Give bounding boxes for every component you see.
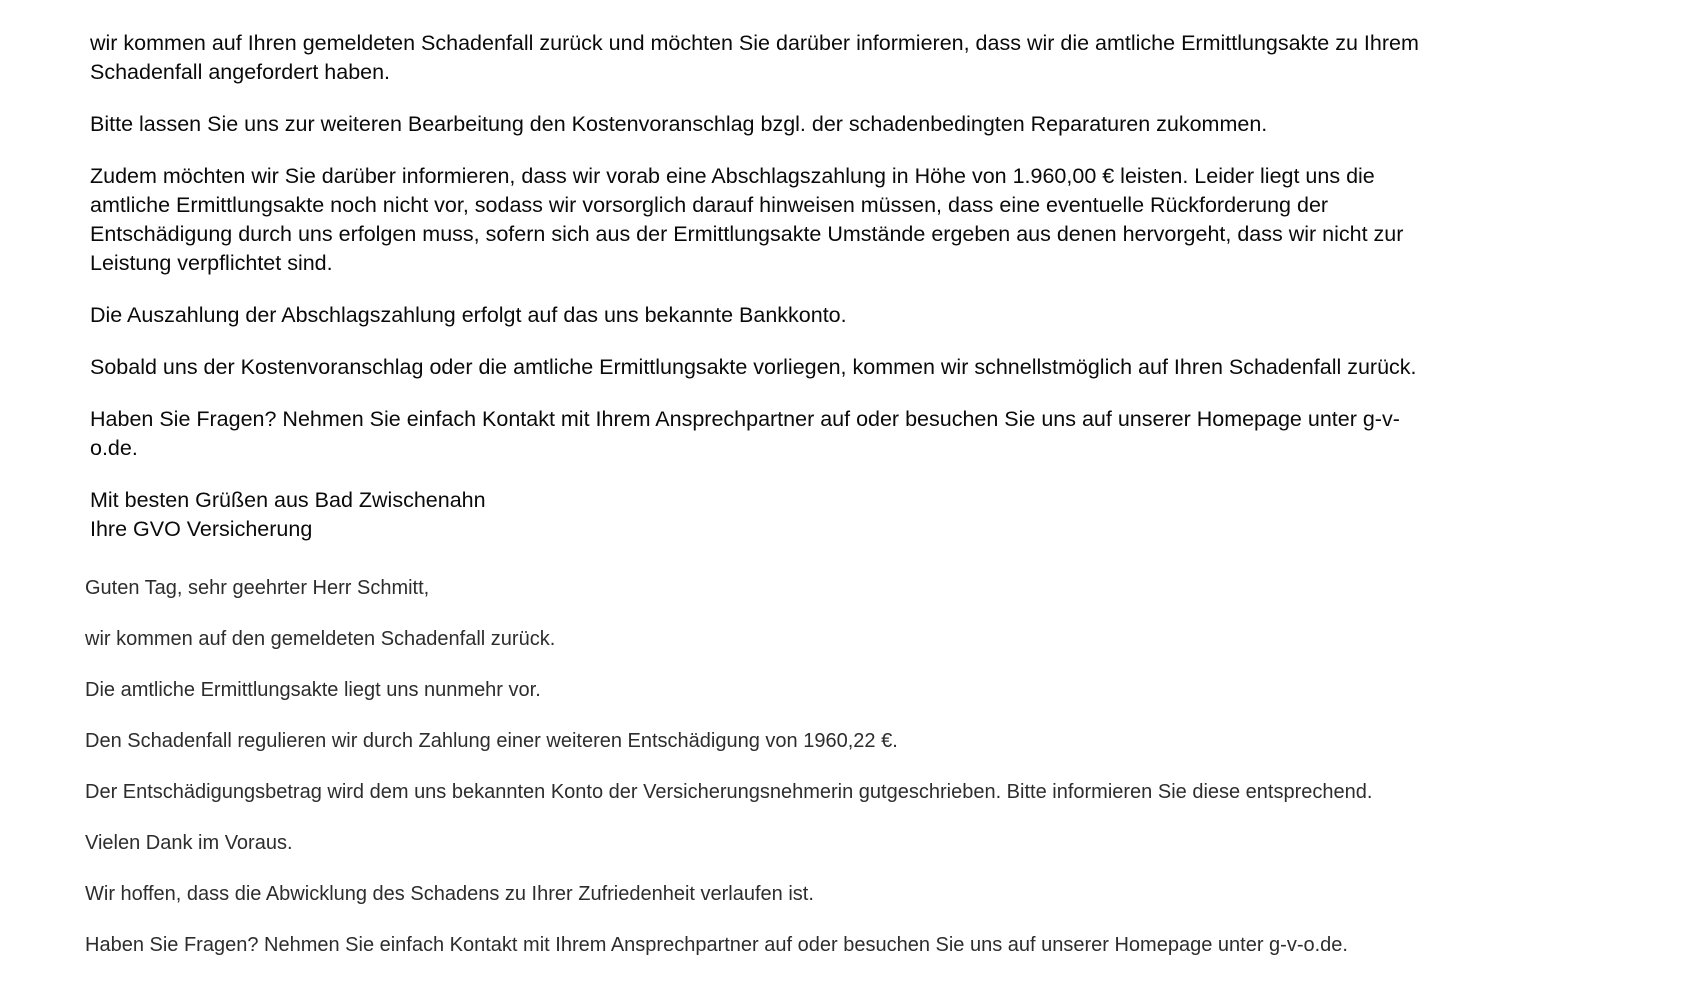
- letter-second-message: [85, 574, 1545, 959]
- para-kontakt-homepage-2: Haben Sie Fragen? Nehmen Sie einfach Kontakt mit Ihrem Ansprechpartner auf oder besuchen Sie uns auf unserer Homepage unter g-v-o.de.: [85, 934, 1348, 956]
- para-rueckmeldung: Sobald uns der Kostenvoranschlag oder die amtliche Ermittlungsakte vorliegen, kommen wir schnellstmöglich auf Ihren Schadenfall zurück.: [90, 355, 1417, 379]
- para-abschlagszahlung: Zudem möchten wir Sie darüber informieren, dass wir vorab eine Abschlagszahlung in Höhe von 1.960,00 € leisten. Leider liegt uns die amtliche Ermittlungsakte noch nicht vor, sodass wir vorsorglich darauf hinweisen müssen, dass eine eventuelle Rückforderung der Entschädigung durch uns erfolgen muss, sofern sich aus der Ermittlungsakte Umstände ergeben aus denen hervorgeht, dass wir nicht zur Leistung verpflichtet sind.: [90, 164, 1404, 275]
- para-abwicklung-zufriedenheit: Wir hoffen, dass die Abwicklung des Schadens zu Ihrer Zufriedenheit verlaufen ist.: [85, 883, 814, 905]
- para-schadenfall-zurueck: wir kommen auf den gemeldeten Schadenfall zurück.: [85, 628, 556, 650]
- para-auszahlung-bankkonto: Die Auszahlung der Abschlagszahlung erfolgt auf das uns bekannte Bankkonto.: [90, 303, 847, 327]
- para-ermittlungsakte-liegt-vor: Die amtliche Ermittlungsakte liegt uns nunmehr vor.: [85, 679, 541, 701]
- para-weitere-entschaedigung: Den Schadenfall regulieren wir durch Zahlung einer weiteren Entschädigung von 1960,22 €.: [85, 730, 898, 752]
- letter-first-message: [0, 0, 1425, 544]
- para-kostenvoranschlag-bitte: Bitte lassen Sie uns zur weiteren Bearbeitung den Kostenvoranschlag bzgl. der schadenbedingten Reparaturen zukommen.: [90, 112, 1268, 136]
- para-kontakt-homepage: Haben Sie Fragen? Nehmen Sie einfach Kontakt mit Ihrem Ansprechpartner auf oder besuchen Sie uns auf unserer Homepage unter g-v-o.de.: [90, 407, 1400, 460]
- closing-line-1: Mit besten Grüßen aus Bad Zwischenahn: [90, 488, 486, 512]
- closing-gruss: [90, 486, 1425, 544]
- salutation: Guten Tag, sehr geehrter Herr Schmitt,: [85, 577, 430, 599]
- closing-line-2: Ihre GVO Versicherung: [90, 517, 313, 541]
- para-entschaedigungsbetrag-konto: Der Entschädigungsbetrag wird dem uns bekannten Konto der Versicherungsnehmerin gutgeschrieben. Bitte informieren Sie diese entsprechend.: [85, 781, 1373, 803]
- para-dank: Vielen Dank im Voraus.: [85, 832, 293, 854]
- para-ermittlungsakte-angefordert: wir kommen auf Ihren gemeldeten Schadenfall zurück und möchten Sie darüber informieren, dass wir die amtliche Ermittlungsakte zu Ihrem Schadenfall angefordert haben.: [90, 31, 1419, 84]
